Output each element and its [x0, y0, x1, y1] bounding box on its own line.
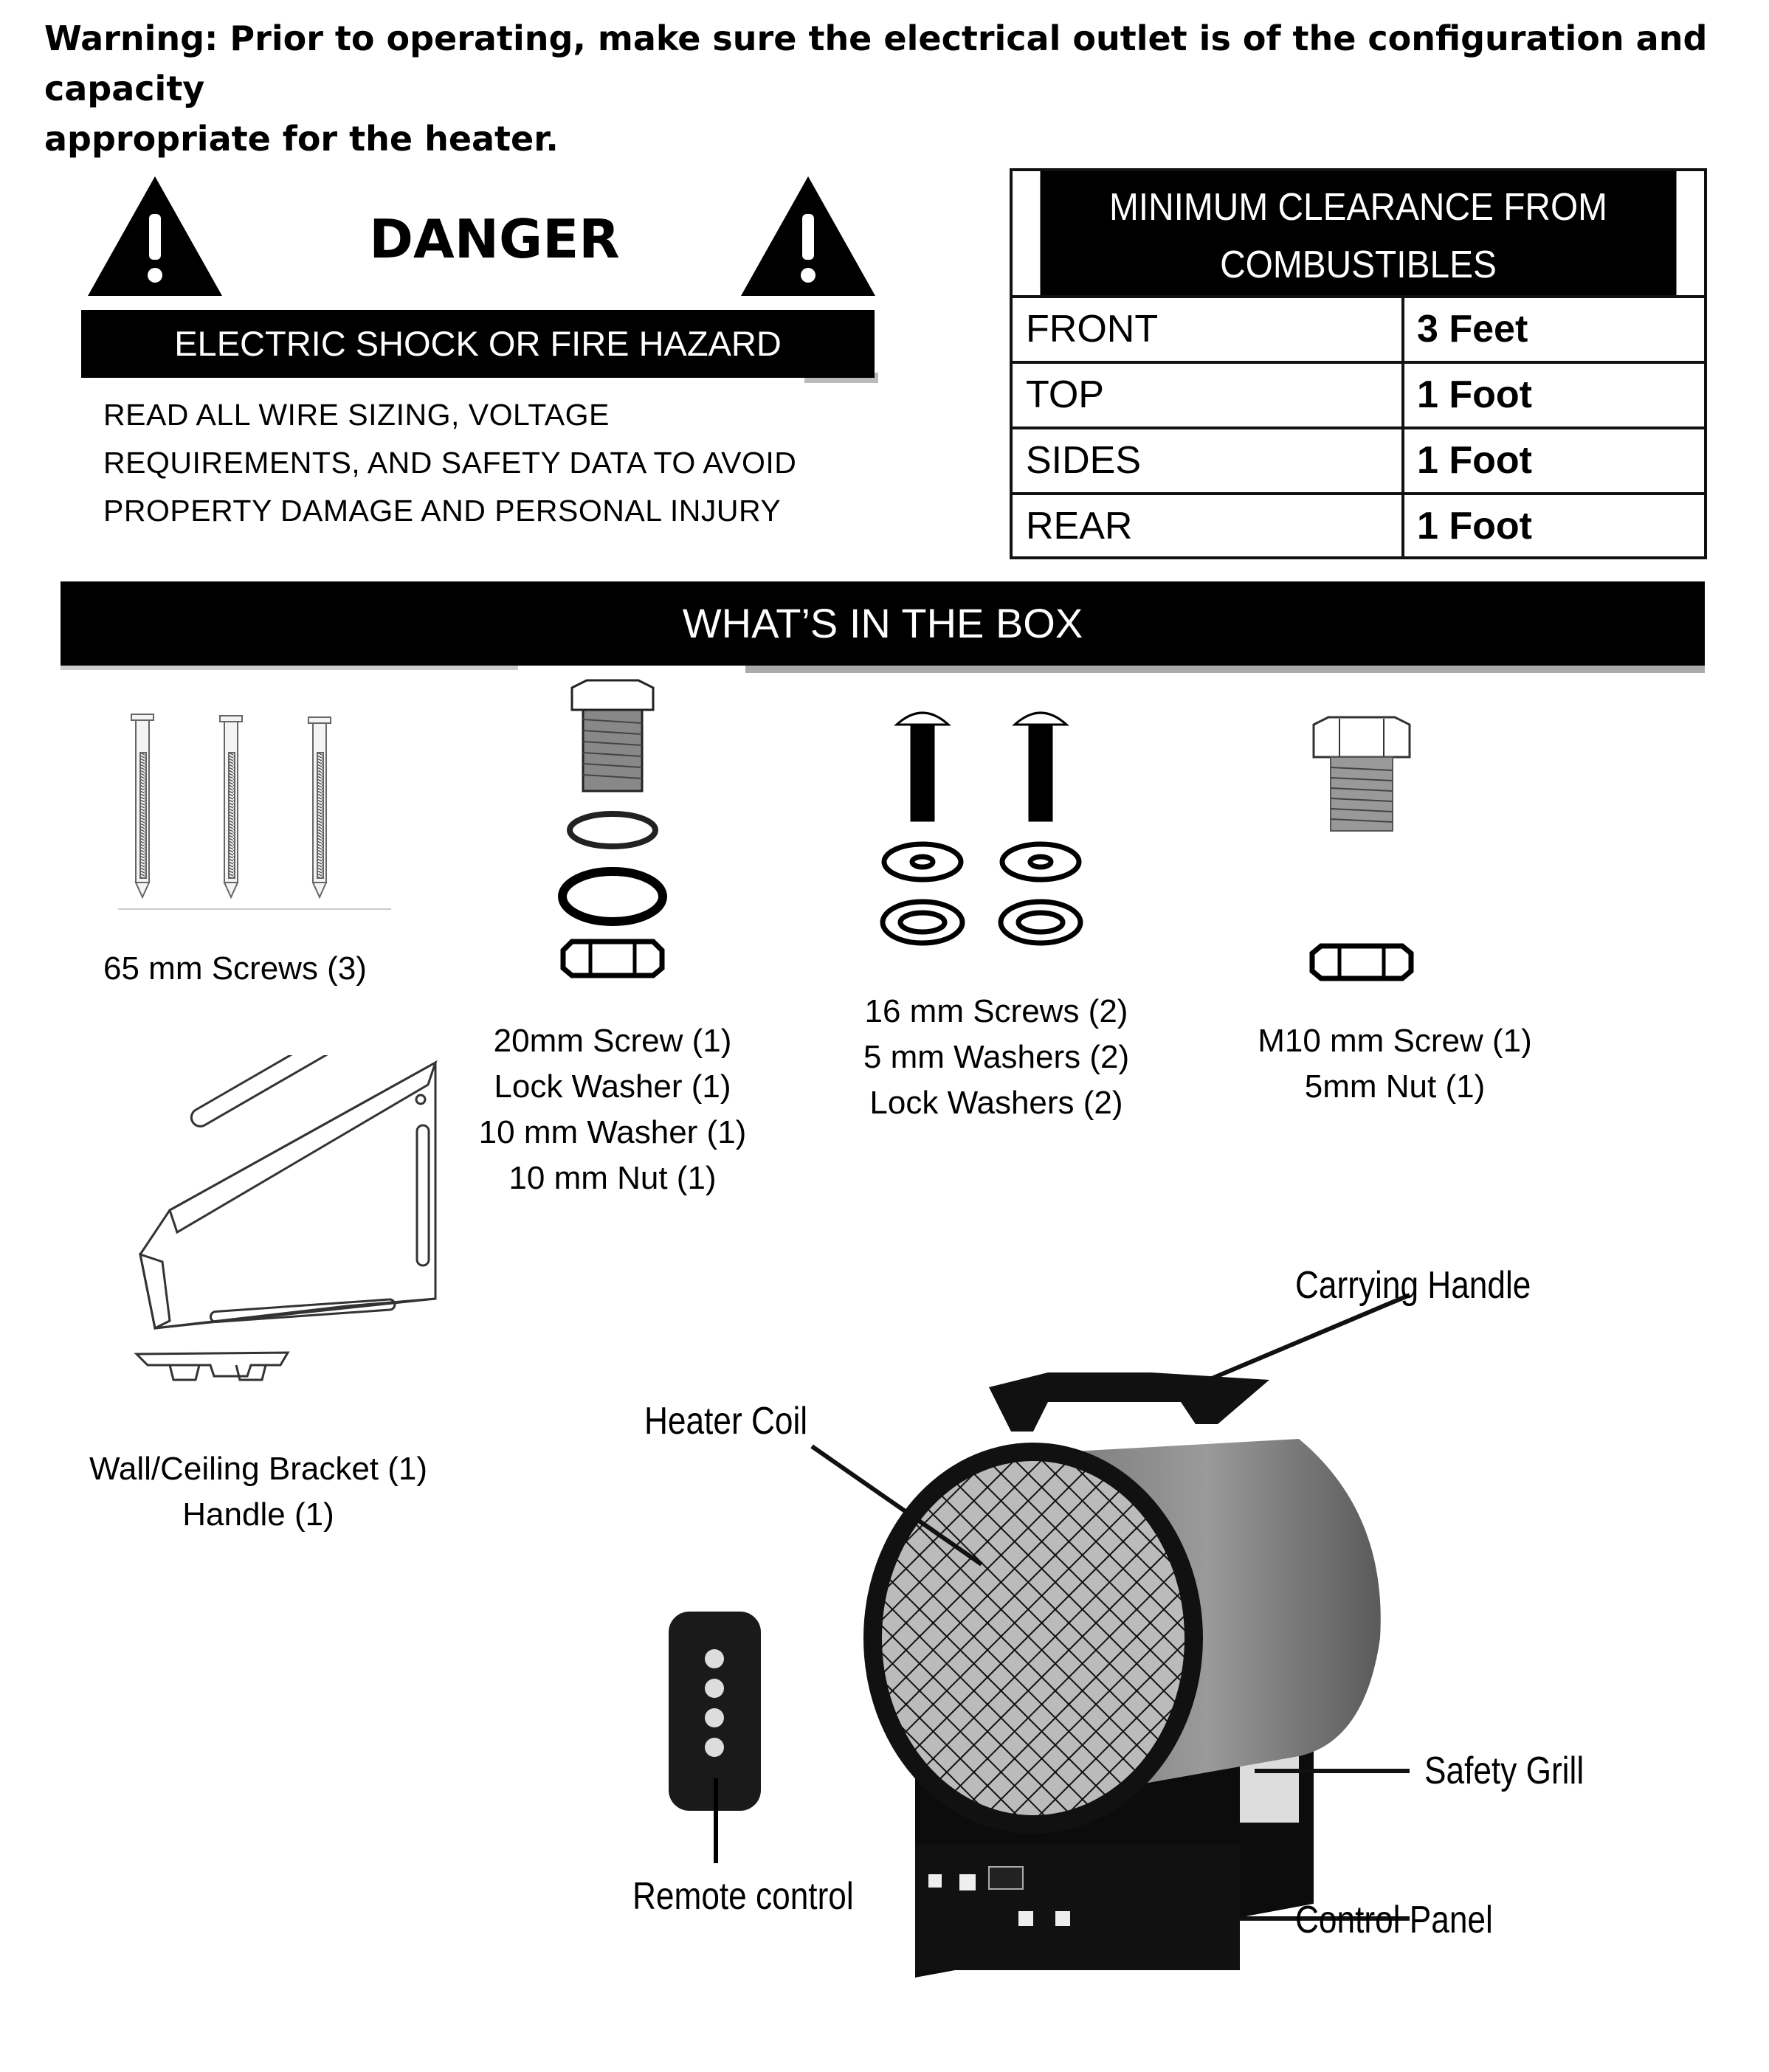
side-cell: FRONT	[1026, 308, 1159, 350]
warning-line-2: appropriate for the heater.	[44, 119, 559, 159]
column-divider	[1401, 298, 1404, 361]
warning-line-1: Warning: Prior to operating, make sure the electrical outlet is of the configuration and capacity	[44, 18, 1708, 108]
item-label: 65 mm Screws (3)	[103, 950, 367, 987]
warning-triangle-icon	[85, 173, 225, 299]
bolt-washer-nut-icon	[550, 679, 675, 989]
item-label: 5 mm Washers (2)	[863, 1039, 1130, 1075]
clearance-header-line: COMBUSTIBLES	[1220, 244, 1497, 286]
item-label: 10 mm Washer (1)	[478, 1114, 747, 1150]
table-row	[1013, 492, 1704, 558]
item-caption	[458, 1018, 768, 1201]
side-cell: TOP	[1026, 373, 1104, 416]
table-row	[1013, 295, 1704, 361]
safety-grill-label: Safety Grill	[1424, 1750, 1584, 1792]
carrying-handle-label: Carrying Handle	[1295, 1264, 1531, 1307]
heater-coil-label: Heater Coil	[644, 1400, 808, 1443]
column-divider	[1401, 364, 1404, 427]
long-screws-icon	[118, 708, 399, 915]
value-cell: 1 Foot	[1417, 505, 1532, 548]
remote-control-icon	[664, 1609, 768, 1867]
clearance-header-line: MINIMUM CLEARANCE FROM	[1108, 186, 1608, 229]
danger-title: DANGER	[369, 208, 620, 270]
hazard-bar: ELECTRIC SHOCK OR FIRE HAZARD	[81, 310, 875, 378]
screws-washers-icon	[871, 701, 1092, 959]
item-label: Lock Washer (1)	[494, 1068, 731, 1105]
table-row	[1013, 427, 1704, 492]
value-cell: 1 Foot	[1417, 373, 1532, 416]
item-label: M10 mm Screw (1)	[1258, 1023, 1532, 1059]
side-cell: REAR	[1026, 505, 1133, 548]
instruction-line: REQUIREMENTS, AND SAFETY DATA TO AVOID	[103, 446, 797, 480]
item-label: 10 mm Nut (1)	[508, 1160, 717, 1196]
item-label: 5mm Nut (1)	[1304, 1068, 1486, 1105]
clearance-header	[1040, 171, 1676, 298]
item-label: Handle (1)	[182, 1496, 334, 1533]
instruction-line: PROPERTY DAMAGE AND PERSONAL INJURY	[103, 494, 782, 528]
side-cell: SIDES	[1026, 439, 1142, 482]
item-label: 20mm Screw (1)	[493, 1023, 732, 1059]
item-caption	[827, 989, 1166, 1126]
column-divider	[1401, 495, 1404, 558]
clearance-table	[1010, 168, 1707, 559]
remote-control-label: Remote control	[632, 1875, 854, 1918]
warning-triangle-icon	[738, 173, 878, 299]
warning-text	[44, 13, 1727, 164]
bolt-nut-icon	[1299, 716, 1432, 996]
column-divider	[1401, 429, 1404, 492]
item-label: Lock Washers (2)	[869, 1085, 1123, 1121]
item-caption	[74, 1446, 443, 1538]
instruction-line: READ ALL WIRE SIZING, VOLTAGE	[103, 398, 610, 432]
item-caption	[1225, 1018, 1565, 1110]
value-cell: 1 Foot	[1417, 439, 1532, 482]
wall-ceiling-bracket-icon	[125, 1055, 450, 1395]
item-label: 16 mm Screws (2)	[864, 993, 1128, 1029]
whats-in-box-bar: WHAT’S IN THE BOX	[61, 581, 1705, 666]
safety-instructions	[103, 391, 796, 535]
value-cell: 3 Feet	[1417, 308, 1528, 350]
control-panel-label: Control Panel	[1295, 1899, 1493, 1941]
item-label: Wall/Ceiling Bracket (1)	[89, 1451, 428, 1487]
table-row	[1013, 361, 1704, 427]
